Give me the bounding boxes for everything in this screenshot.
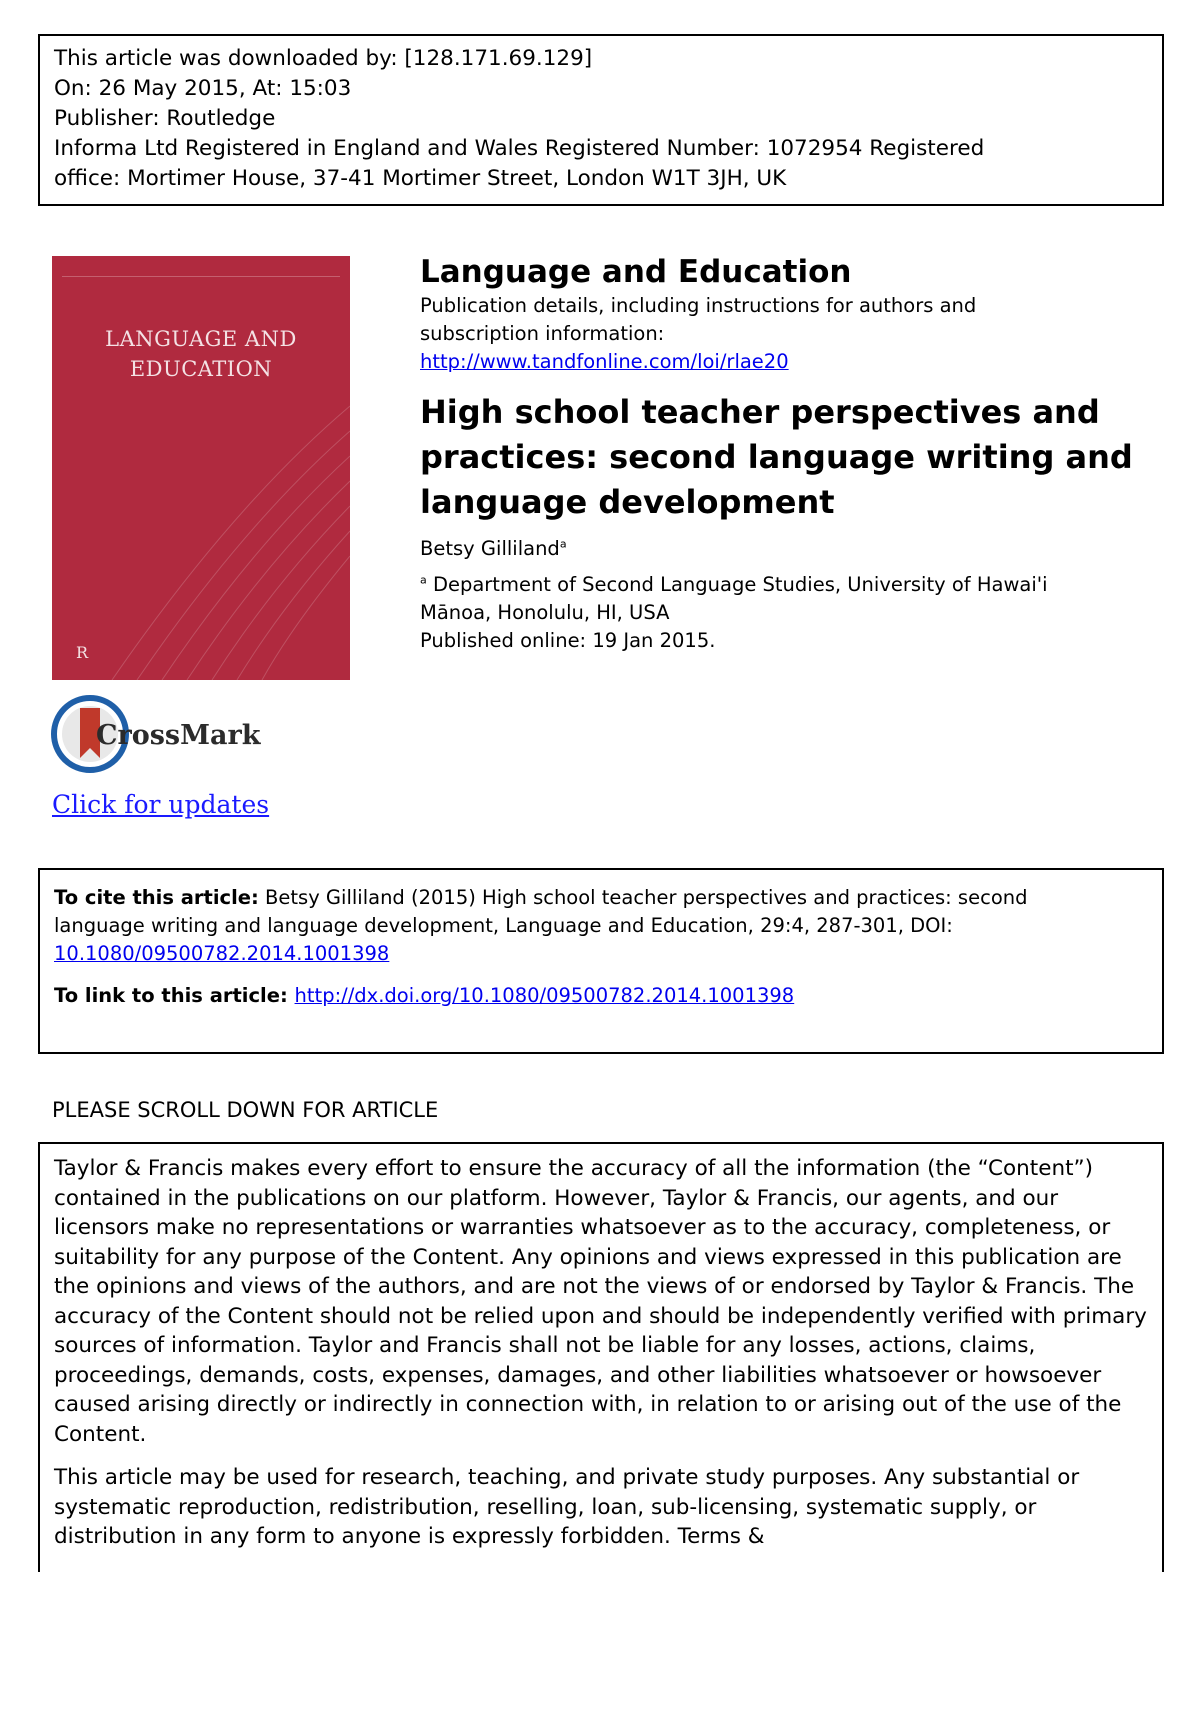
cover-header-rule: [62, 266, 340, 277]
details-line: Publication details, including instructions for authors and: [420, 294, 977, 317]
author-name: Betsy Gilliland: [420, 537, 560, 560]
publisher-line: Publisher: Routledge: [54, 106, 276, 131]
link-label: To link to this article:: [54, 984, 295, 1007]
affiliation: [420, 571, 1160, 655]
cite-label: To cite this article:: [54, 886, 259, 909]
doi-link[interactable]: 10.1080/09500782.2014.1001398: [54, 942, 390, 965]
cite-text: language writing and language development, Language and Education, 29:4, 287-301, DOI:: [54, 914, 953, 937]
disclaimer-paragraph: This article may be used for research, teaching, and private study purposes. Any substantial or systematic reproduction, redistribution, reselling, loan, sub-licensing, systematic supply, or distribution in any form to anyone is expressly forbidden. Terms &: [54, 1465, 1080, 1549]
cover-pattern: [52, 256, 350, 680]
journal-url-link[interactable]: http://www.tandfonline.com/loi/rlae20: [420, 350, 789, 373]
article-title: [420, 390, 1160, 525]
author-superscript: a: [559, 537, 567, 551]
details-line: subscription information:: [420, 322, 665, 345]
journal-info: [420, 252, 1160, 655]
cover-title-line: LANGUAGE AND: [105, 327, 297, 351]
article-link[interactable]: http://dx.doi.org/10.1080/09500782.2014.1001398: [294, 984, 795, 1007]
publication-details: [420, 292, 1160, 376]
affiliation-superscript: a: [420, 573, 427, 587]
disclaimer-box: [38, 1142, 1164, 1572]
routledge-logo: R: [76, 643, 89, 662]
citation-box: [38, 868, 1164, 1054]
download-date-line: On: 26 May 2015, At: 15:03: [54, 76, 352, 101]
published-date: Published online: 19 Jan 2015.: [420, 629, 716, 652]
affiliation-line: Department of Second Language Studies, University of Hawai'i: [426, 573, 1048, 596]
registration-line: Informa Ltd Registered in England and Wales Registered Number: 1072954 Registered: [54, 136, 985, 161]
crossmark-label: CrossMark: [96, 720, 261, 751]
cover-title-line: EDUCATION: [129, 357, 273, 381]
article-title-line: High school teacher perspectives and: [420, 393, 1100, 431]
scroll-notice: PLEASE SCROLL DOWN FOR ARTICLE: [52, 1098, 439, 1122]
cite-text: Betsy Gilliland (2015) High school teacher perspectives and practices: second: [258, 886, 1028, 909]
affiliation-line: Mānoa, Honolulu, HI, USA: [420, 601, 670, 624]
journal-title: Language and Education: [420, 254, 852, 290]
author: [420, 535, 1160, 563]
click-for-updates-link[interactable]: Click for updates: [52, 790, 270, 819]
article-title-line: language development: [420, 483, 835, 521]
article-title-line: practices: second language writing and: [420, 438, 1133, 476]
office-line: office: Mortimer House, 37-41 Mortimer Street, London W1T 3JH, UK: [54, 166, 787, 191]
disclaimer-paragraph: Taylor & Francis makes every effort to ensure the accuracy of all the information (the “Content”) contained in the publications on our platform. However, Taylor & Francis, our agents, and our licensors make no representations or warranties whatsoever as to the accuracy, completeness, or suitability for any purpose of the Content. Any opinions and views expressed in this publication are the opinions and views of the authors, and are not the views of or endorsed by Taylor & Francis. The accuracy of the Content should not be relied upon and should be independently verified with primary sources of information. Taylor and Francis shall not be liable for any losses, actions, claims, proceedings, demands, costs, expenses, damages, and other liabilities whatsoever or howsoever caused arising directly or indirectly in connection with, in relation to or arising out of the use of the Content.: [54, 1156, 1147, 1447]
download-info-box: [38, 34, 1164, 206]
cover-title: [52, 324, 350, 384]
journal-cover: [52, 256, 350, 680]
download-line: This article was downloaded by: [128.171.69.129]: [54, 46, 593, 71]
